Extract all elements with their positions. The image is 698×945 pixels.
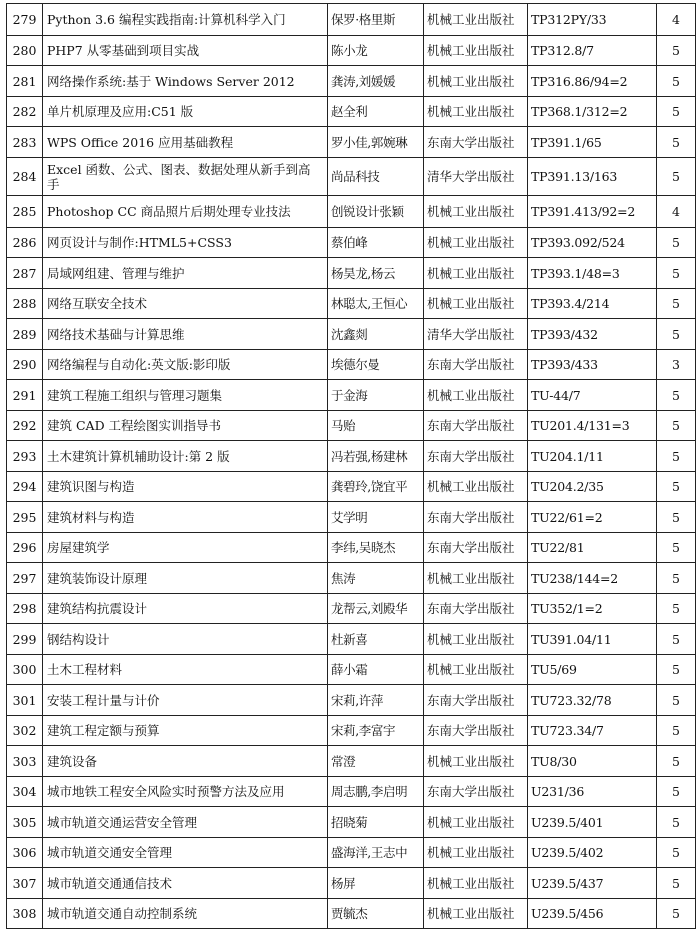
- book-title: 网络编程与自动化:英文版:影印版: [43, 350, 328, 380]
- book-author: 贾毓杰: [328, 899, 424, 929]
- table-row: [7, 624, 696, 655]
- book-author: 李纬,吴晓杰: [328, 533, 424, 563]
- book-author: 薛小霜: [328, 655, 424, 685]
- book-title: 建筑材料与构造: [43, 502, 328, 533]
- table-row: [7, 655, 696, 685]
- book-title: 建筑装饰设计原理: [43, 563, 328, 594]
- book-title: 建筑设备: [43, 746, 328, 777]
- book-publisher: 东南大学出版社: [424, 685, 528, 716]
- copy-count: 3: [657, 350, 696, 380]
- table-row: [7, 838, 696, 868]
- table-row: [7, 411, 696, 441]
- table-row: [7, 502, 696, 533]
- row-number: 291: [7, 380, 43, 411]
- book-author: 周志鹏,李启明: [328, 777, 424, 807]
- row-number: 280: [7, 36, 43, 66]
- book-publisher: 机械工业出版社: [424, 655, 528, 685]
- book-author: 龙帮云,刘殿华: [328, 594, 424, 624]
- row-number: 301: [7, 685, 43, 716]
- book-author: 蔡伯峰: [328, 228, 424, 258]
- row-number: 299: [7, 624, 43, 655]
- call-number: TP393.092/524: [528, 228, 657, 258]
- copy-count: 5: [657, 441, 696, 472]
- call-number: TU-44/7: [528, 380, 657, 411]
- book-list-body: [7, 4, 696, 929]
- book-publisher: 东南大学出版社: [424, 350, 528, 380]
- book-list-table: [6, 3, 696, 929]
- call-number: TU22/61=2: [528, 502, 657, 533]
- book-author: 龚碧玲,饶宜平: [328, 472, 424, 502]
- table-row: [7, 127, 696, 158]
- row-number: 293: [7, 441, 43, 472]
- row-number: 298: [7, 594, 43, 624]
- book-title: 网络操作系统:基于 Windows Server 2012: [43, 66, 328, 97]
- copy-count: 5: [657, 685, 696, 716]
- book-title: 建筑工程定额与预算: [43, 716, 328, 746]
- call-number: TU204.2/35: [528, 472, 657, 502]
- book-author: 于金海: [328, 380, 424, 411]
- book-publisher: 机械工业出版社: [424, 4, 528, 36]
- row-number: 287: [7, 258, 43, 289]
- book-publisher: 清华大学出版社: [424, 319, 528, 350]
- book-title: 建筑 CAD 工程绘图实训指导书: [43, 411, 328, 441]
- copy-count: 5: [657, 746, 696, 777]
- book-title: 城市轨道交通自动控制系统: [43, 899, 328, 929]
- book-author: 盛海洋,王志中: [328, 838, 424, 868]
- table-row: [7, 97, 696, 127]
- table-row: [7, 36, 696, 66]
- copy-count: 5: [657, 380, 696, 411]
- book-publisher: 机械工业出版社: [424, 289, 528, 319]
- call-number: TP393.4/214: [528, 289, 657, 319]
- book-title: Excel 函数、公式、图表、数据处理从新手到高手: [43, 158, 328, 196]
- row-number: 285: [7, 196, 43, 228]
- table-row: [7, 746, 696, 777]
- call-number: TU723.34/7: [528, 716, 657, 746]
- book-author: 埃德尔曼: [328, 350, 424, 380]
- row-number: 284: [7, 158, 43, 196]
- book-author: 马贻: [328, 411, 424, 441]
- call-number: TU238/144=2: [528, 563, 657, 594]
- copy-count: 5: [657, 624, 696, 655]
- row-number: 297: [7, 563, 43, 594]
- book-author: 杨昊龙,杨云: [328, 258, 424, 289]
- row-number: 294: [7, 472, 43, 502]
- row-number: 305: [7, 807, 43, 838]
- copy-count: 5: [657, 533, 696, 563]
- row-number: 295: [7, 502, 43, 533]
- book-publisher: 东南大学出版社: [424, 777, 528, 807]
- row-number: 281: [7, 66, 43, 97]
- table-row: [7, 868, 696, 899]
- row-number: 307: [7, 868, 43, 899]
- copy-count: 5: [657, 411, 696, 441]
- copy-count: 5: [657, 594, 696, 624]
- row-number: 306: [7, 838, 43, 868]
- book-title: 土木工程材料: [43, 655, 328, 685]
- book-publisher: 机械工业出版社: [424, 258, 528, 289]
- book-publisher: 机械工业出版社: [424, 472, 528, 502]
- book-author: 罗小佳,郭婉琳: [328, 127, 424, 158]
- book-author: 常澄: [328, 746, 424, 777]
- copy-count: 5: [657, 97, 696, 127]
- call-number: U239.5/437: [528, 868, 657, 899]
- book-title: 建筑识图与构造: [43, 472, 328, 502]
- copy-count: 5: [657, 36, 696, 66]
- call-number: TU5/69: [528, 655, 657, 685]
- book-publisher: 东南大学出版社: [424, 594, 528, 624]
- row-number: 288: [7, 289, 43, 319]
- table-row: [7, 158, 696, 196]
- copy-count: 5: [657, 838, 696, 868]
- row-number: 303: [7, 746, 43, 777]
- book-author: 艾学明: [328, 502, 424, 533]
- book-author: 龚涛,刘媛媛: [328, 66, 424, 97]
- table-row: [7, 66, 696, 97]
- call-number: TP393/432: [528, 319, 657, 350]
- book-author: 陈小龙: [328, 36, 424, 66]
- copy-count: 5: [657, 472, 696, 502]
- book-publisher: 机械工业出版社: [424, 746, 528, 777]
- row-number: 296: [7, 533, 43, 563]
- book-title: 城市轨道交通安全管理: [43, 838, 328, 868]
- book-publisher: 机械工业出版社: [424, 838, 528, 868]
- call-number: TP391.13/163: [528, 158, 657, 196]
- book-author: 赵全利: [328, 97, 424, 127]
- call-number: TP312.8/7: [528, 36, 657, 66]
- call-number: TU201.4/131=3: [528, 411, 657, 441]
- copy-count: 5: [657, 899, 696, 929]
- book-publisher: 机械工业出版社: [424, 36, 528, 66]
- book-title: 土木建筑计算机辅助设计:第 2 版: [43, 441, 328, 472]
- call-number: TU391.04/11: [528, 624, 657, 655]
- book-title: 安装工程计量与计价: [43, 685, 328, 716]
- call-number: TP393.1/48=3: [528, 258, 657, 289]
- table-row: [7, 441, 696, 472]
- book-publisher: 东南大学出版社: [424, 716, 528, 746]
- row-number: 283: [7, 127, 43, 158]
- table-row: [7, 350, 696, 380]
- book-title: Photoshop CC 商品照片后期处理专业技法: [43, 196, 328, 228]
- table-row: [7, 289, 696, 319]
- table-row: [7, 380, 696, 411]
- copy-count: 5: [657, 228, 696, 258]
- call-number: TU723.32/78: [528, 685, 657, 716]
- book-publisher: 东南大学出版社: [424, 441, 528, 472]
- book-author: 沈鑫剡: [328, 319, 424, 350]
- book-title: 单片机原理及应用:C51 版: [43, 97, 328, 127]
- row-number: 289: [7, 319, 43, 350]
- book-publisher: 清华大学出版社: [424, 158, 528, 196]
- book-title: 城市地铁工程安全风险实时预警方法及应用: [43, 777, 328, 807]
- row-number: 292: [7, 411, 43, 441]
- book-title: 网络技术基础与计算思维: [43, 319, 328, 350]
- call-number: TU8/30: [528, 746, 657, 777]
- book-author: 尚品科技: [328, 158, 424, 196]
- table-row: [7, 807, 696, 838]
- book-publisher: 机械工业出版社: [424, 66, 528, 97]
- book-author: 保罗·格里斯: [328, 4, 424, 36]
- copy-count: 5: [657, 655, 696, 685]
- copy-count: 5: [657, 127, 696, 158]
- copy-count: 5: [657, 868, 696, 899]
- row-number: 286: [7, 228, 43, 258]
- book-publisher: 机械工业出版社: [424, 807, 528, 838]
- call-number: U239.5/401: [528, 807, 657, 838]
- row-number: 279: [7, 4, 43, 36]
- table-row: [7, 319, 696, 350]
- copy-count: 5: [657, 158, 696, 196]
- table-row: [7, 533, 696, 563]
- copy-count: 5: [657, 716, 696, 746]
- call-number: TP316.86/94=2: [528, 66, 657, 97]
- book-publisher: 东南大学出版社: [424, 127, 528, 158]
- book-author: 招晓菊: [328, 807, 424, 838]
- copy-count: 5: [657, 319, 696, 350]
- copy-count: 4: [657, 4, 696, 36]
- row-number: 300: [7, 655, 43, 685]
- call-number: U239.5/402: [528, 838, 657, 868]
- book-publisher: 机械工业出版社: [424, 868, 528, 899]
- table-row: [7, 685, 696, 716]
- book-title: 建筑工程施工组织与管理习题集: [43, 380, 328, 411]
- row-number: 304: [7, 777, 43, 807]
- book-author: 林聪太,王恒心: [328, 289, 424, 319]
- book-title: 城市轨道交通通信技术: [43, 868, 328, 899]
- call-number: TP391.1/65: [528, 127, 657, 158]
- book-publisher: 东南大学出版社: [424, 411, 528, 441]
- call-number: TP393/433: [528, 350, 657, 380]
- book-publisher: 东南大学出版社: [424, 502, 528, 533]
- copy-count: 5: [657, 66, 696, 97]
- table-row: [7, 472, 696, 502]
- book-publisher: 东南大学出版社: [424, 533, 528, 563]
- book-publisher: 机械工业出版社: [424, 563, 528, 594]
- table-row: [7, 899, 696, 929]
- table-row: [7, 594, 696, 624]
- call-number: TP368.1/312=2: [528, 97, 657, 127]
- book-title: 建筑结构抗震设计: [43, 594, 328, 624]
- copy-count: 5: [657, 807, 696, 838]
- row-number: 308: [7, 899, 43, 929]
- copy-count: 5: [657, 777, 696, 807]
- book-author: 冯若强,杨建林: [328, 441, 424, 472]
- table-row: [7, 777, 696, 807]
- book-title: Python 3.6 编程实践指南:计算机科学入门: [43, 4, 328, 36]
- row-number: 290: [7, 350, 43, 380]
- book-author: 创锐设计张颖: [328, 196, 424, 228]
- table-row: [7, 716, 696, 746]
- book-author: 宋莉,李富宇: [328, 716, 424, 746]
- table-row: [7, 563, 696, 594]
- book-author: 焦涛: [328, 563, 424, 594]
- table-row: [7, 196, 696, 228]
- book-publisher: 机械工业出版社: [424, 97, 528, 127]
- book-publisher: 机械工业出版社: [424, 380, 528, 411]
- copy-count: 5: [657, 563, 696, 594]
- book-publisher: 机械工业出版社: [424, 196, 528, 228]
- book-title: 城市轨道交通运营安全管理: [43, 807, 328, 838]
- book-title: PHP7 从零基础到项目实战: [43, 36, 328, 66]
- book-publisher: 机械工业出版社: [424, 624, 528, 655]
- call-number: TU22/81: [528, 533, 657, 563]
- call-number: U231/36: [528, 777, 657, 807]
- copy-count: 4: [657, 196, 696, 228]
- book-title: 房屋建筑学: [43, 533, 328, 563]
- book-title: 网络互联安全技术: [43, 289, 328, 319]
- table-row: [7, 228, 696, 258]
- book-title: WPS Office 2016 应用基础教程: [43, 127, 328, 158]
- book-title: 钢结构设计: [43, 624, 328, 655]
- table-row: [7, 4, 696, 36]
- book-author: 宋莉,许萍: [328, 685, 424, 716]
- copy-count: 5: [657, 289, 696, 319]
- book-publisher: 机械工业出版社: [424, 228, 528, 258]
- copy-count: 5: [657, 502, 696, 533]
- call-number: TU204.1/11: [528, 441, 657, 472]
- book-title: 局域网组建、管理与维护: [43, 258, 328, 289]
- copy-count: 5: [657, 258, 696, 289]
- call-number: TP391.413/92=2: [528, 196, 657, 228]
- book-title: 网页设计与制作:HTML5+CSS3: [43, 228, 328, 258]
- call-number: TP312PY/33: [528, 4, 657, 36]
- row-number: 282: [7, 97, 43, 127]
- book-publisher: 机械工业出版社: [424, 899, 528, 929]
- book-author: 杨屏: [328, 868, 424, 899]
- table-row: [7, 258, 696, 289]
- row-number: 302: [7, 716, 43, 746]
- book-author: 杜新喜: [328, 624, 424, 655]
- call-number: TU352/1=2: [528, 594, 657, 624]
- call-number: U239.5/456: [528, 899, 657, 929]
